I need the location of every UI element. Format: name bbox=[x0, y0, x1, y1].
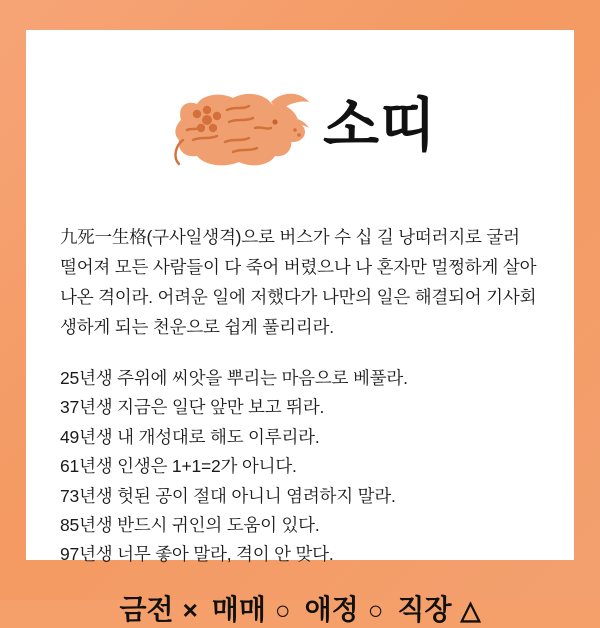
fortune-mark-icon: × bbox=[182, 594, 198, 625]
fortune-paragraph: 九死一生格(구사일생격)으로 버스가 수 십 길 낭떠러지로 굴러 떨어져 모든 사람들이 다 죽어 버렸으나 나 혼자만 멀쩡하게 살아 나온 격이라. 어려운 일에 저했다가 나만의 일은 해결되어 기사회생하게 되는 천운으로 쉽게 풀리리라. bbox=[60, 226, 537, 337]
fortune-item-money bbox=[119, 588, 197, 628]
list-item: 37년생 지금은 일단 앞만 보고 뛰라. bbox=[60, 397, 325, 418]
list-item: 97년생 너무 좋아 말라, 격이 안 맞다. bbox=[60, 544, 334, 565]
fortune-label: 금전 bbox=[119, 593, 174, 625]
fortune-mark-icon: ○ bbox=[274, 594, 291, 625]
fortune-label: 직장 bbox=[397, 593, 452, 625]
list-item: 73년생 헛된 공이 절대 아니니 염려하지 말라. bbox=[60, 485, 396, 506]
ox-illustration-icon bbox=[163, 80, 313, 172]
list-item: 61년생 인생은 1+1=2가 아니다. bbox=[60, 456, 297, 477]
card-header bbox=[60, 58, 540, 194]
fortune-item-love bbox=[305, 588, 384, 628]
fortune-label: 애정 bbox=[304, 593, 359, 625]
fortune-summary-row bbox=[60, 570, 540, 628]
fortune-label: 매매 bbox=[211, 593, 266, 625]
fortune-card bbox=[26, 30, 574, 625]
fortune-mark-icon: △ bbox=[460, 594, 481, 625]
page-title: 소띠 bbox=[322, 92, 438, 158]
fortune-item-work bbox=[397, 588, 480, 628]
list-item: 49년생 내 개성대로 해도 이루리라. bbox=[60, 426, 320, 447]
year-fortune-list bbox=[60, 364, 540, 570]
list-item: 85년생 반드시 귀인의 도움이 있다. bbox=[60, 515, 320, 536]
fortune-mark-icon: ○ bbox=[367, 594, 384, 625]
list-item: 25년생 주위에 씨앗을 뿌리는 마음으로 베풀라. bbox=[60, 368, 408, 389]
fortune-item-trade bbox=[212, 588, 291, 628]
